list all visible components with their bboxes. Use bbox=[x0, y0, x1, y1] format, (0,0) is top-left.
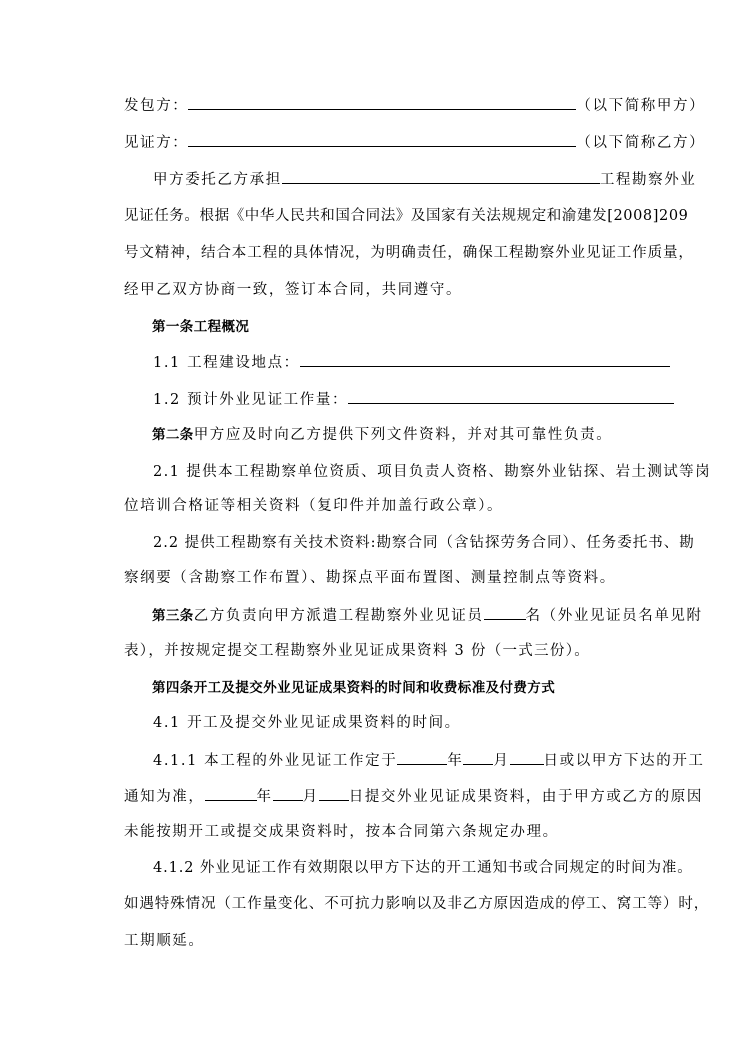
start-day-blank[interactable] bbox=[510, 750, 544, 765]
submit-day-blank[interactable] bbox=[319, 786, 349, 801]
article-1-2-label: 1.2 预计外业见证工作量： bbox=[153, 392, 349, 408]
intro-line-4: 经甲乙双方协商一致，签订本合同，共同遵守。 bbox=[124, 282, 463, 298]
party-b-row bbox=[124, 132, 705, 153]
start-year-blank[interactable] bbox=[397, 750, 447, 765]
article-3-head: 第三条 bbox=[152, 608, 194, 624]
article-2-1-line-1: 2.1 提供本工程勘察单位资质、项目负责人资格、勘察外业钻探、岩土测试等岗 bbox=[153, 464, 711, 480]
article-4-1-1-text-b: 日或以甲方下达的开工 bbox=[543, 753, 705, 769]
workload-blank[interactable] bbox=[348, 389, 674, 404]
party-b-blank[interactable] bbox=[188, 132, 576, 147]
article-4-1-1-row-1 bbox=[153, 750, 705, 771]
party-b-suffix: （以下简称乙方） bbox=[576, 135, 706, 151]
project-name-blank[interactable] bbox=[282, 169, 600, 184]
article-2-head: 第二条 bbox=[152, 427, 194, 443]
party-a-label: 发包方： bbox=[124, 98, 189, 114]
start-year-label: 年 bbox=[447, 753, 464, 769]
article-4-1: 4.1 开工及提交外业见证成果资料的时间。 bbox=[153, 715, 461, 731]
article-2-text: 甲方应及时向乙方提供下列文件资料，并对其可靠性负责。 bbox=[193, 427, 613, 443]
intro-line-3: 号文精神，结合本工程的具体情况，为明确责任，确保工程勘察外业见证工作质量， bbox=[124, 245, 694, 261]
article-1-1-label: 1.1 工程建设地点： bbox=[153, 355, 300, 371]
submit-month-label: 月 bbox=[302, 789, 319, 805]
article-4-1-1-text-a: 4.1.1 本工程的外业见证工作定于 bbox=[153, 753, 398, 769]
intro-line-1 bbox=[153, 169, 696, 190]
start-month-blank[interactable] bbox=[463, 750, 493, 765]
intro-text-b: 工程勘察外业 bbox=[599, 172, 697, 188]
article-1-2-row bbox=[153, 389, 674, 410]
article-4-1-2-row-1: 4.1.2 外业见证工作有效期限以甲方下达的开工通知书或合同规定的时间为准。 bbox=[153, 860, 693, 876]
article-4-1-1-row-3: 未能按期开工或提交成果资料时，按本合同第六条规定办理。 bbox=[124, 824, 559, 840]
article-3-text-a: 乙方负责向甲方派遣工程勘察外业见证员 bbox=[193, 608, 484, 624]
witness-count-blank[interactable] bbox=[484, 605, 526, 620]
submit-month-blank[interactable] bbox=[273, 786, 303, 801]
article-2-2-line-2: 察纲要（含勘察工作布置）、勘探点平面布置图、测量控制点等资料。 bbox=[124, 570, 616, 586]
article-2-2-line-1: 2.2 提供工程勘察有关技术资料:勘察合同（含钻探劳务合同）、任务委托书、勘 bbox=[153, 535, 695, 551]
article-4-1-1-row-2 bbox=[124, 786, 703, 807]
article-4-1-2-row-2: 如遇特殊情况（工作量变化、不可抗力影响以及非乙方原因造成的停工、窝工等）时， bbox=[124, 896, 710, 912]
article-4-1-1-text-d: 日提交外业见证成果资料，由于甲方或乙方的原因 bbox=[348, 789, 703, 805]
submit-year-label: 年 bbox=[256, 789, 273, 805]
article-3-line-2: 表），并按规定提交工程勘察外业见证成果资料 3 份（一式三份）。 bbox=[124, 643, 591, 659]
article-1-title: 第一条工程概况 bbox=[152, 319, 250, 335]
article-2-1-line-2: 位培训合格证等相关资料（复印件并加盖行政公章）。 bbox=[124, 498, 504, 514]
article-4-title: 第四条开工及提交外业见证成果资料的时间和收费标准及付费方式 bbox=[152, 680, 556, 696]
intro-text-a: 甲方委托乙方承担 bbox=[153, 172, 282, 188]
construction-site-blank[interactable] bbox=[300, 352, 670, 367]
article-4-1-2-row-3: 工期顺延。 bbox=[124, 933, 205, 949]
party-a-suffix: （以下简称甲方） bbox=[576, 98, 706, 114]
start-month-label: 月 bbox=[493, 753, 510, 769]
article-3-row bbox=[152, 605, 703, 626]
submit-year-blank[interactable] bbox=[205, 786, 257, 801]
article-3-text-b: 名（外业见证员名单见附 bbox=[525, 608, 703, 624]
article-4-1-1-text-c: 通知为准， bbox=[124, 789, 205, 805]
party-a-blank[interactable] bbox=[188, 95, 576, 110]
article-1-1-row bbox=[153, 352, 670, 373]
intro-line-2: 见证任务。根据《中华人民共和国合同法》及国家有关法规规定和渝建发[2008]209 bbox=[124, 208, 689, 224]
party-a-row bbox=[124, 95, 705, 116]
party-b-label: 见证方： bbox=[124, 135, 189, 151]
article-2-row bbox=[152, 425, 612, 445]
